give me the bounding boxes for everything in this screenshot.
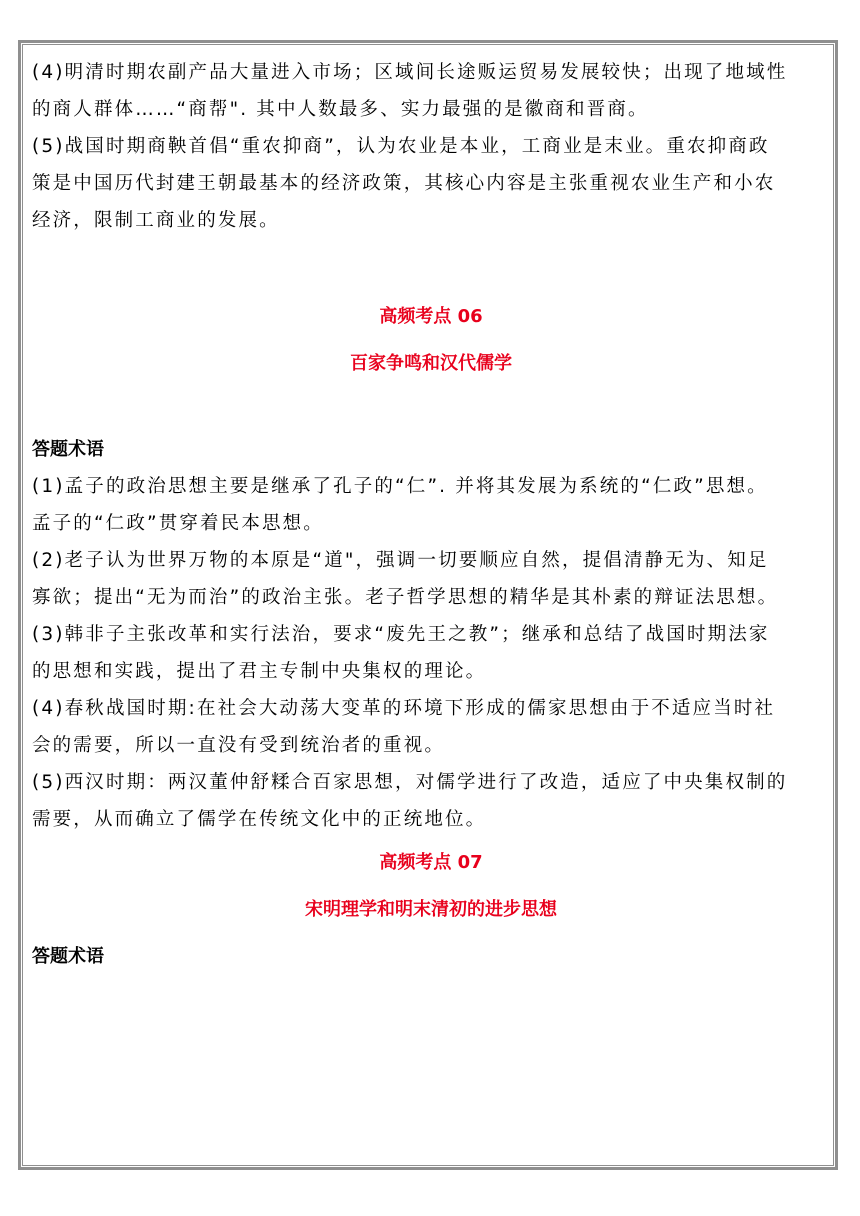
text-line: 的商人群体……“商帮". 其中人数最多、实力最强的是徽商和晋商。 (32, 99, 649, 120)
spacer (32, 922, 830, 945)
text-line: (4)春秋战国时期:在社会大动荡大变革的环境下形成的儒家思想由于不适应当时社 (32, 698, 776, 719)
text-line: 经济，限制工商业的发展。 (32, 210, 280, 231)
section-06-label: 答题术语 (32, 439, 104, 460)
section-07-title: 高频考点 07 (379, 852, 483, 873)
text-line: (4)明清时期农副产品大量进入市场；区域间长途贩运贸易发展较快；出现了地域性 (32, 62, 788, 83)
spacer (32, 838, 830, 851)
text-line: (5)西汉时期：两汉董仲舒糅合百家思想，对儒学进行了改造，适应了中央集权制的 (32, 772, 788, 793)
text-line: (2)老子认为世界万物的本原是“道"，强调一切要顺应自然，提倡清静无为、知足 (32, 550, 769, 571)
document-content (32, 54, 830, 969)
text-line: (5)战国时期商鞅首倡“重农抑商”，认为农业是本业，工商业是末业。重农抑商政 (32, 136, 770, 157)
text-line: 孟子的“仁政”贯穿着民本思想。 (32, 513, 324, 534)
economy-paragraphs (32, 54, 830, 239)
section-07-label: 答题术语 (32, 946, 104, 967)
section-06-title: 高频考点 06 (379, 306, 483, 327)
text-line: 需要，从而确立了儒学在传统文化中的正统地位。 (32, 809, 487, 830)
text-line: 会的需要，所以一直没有受到统治者的重视。 (32, 735, 446, 756)
text-line: 的思想和实践，提出了君主专制中央集权的理论。 (32, 661, 487, 682)
text-line: (3)韩非子主张改革和实行法治，要求“废先王之教”；继承和总结了战国时期法家 (32, 624, 770, 645)
text-line: (1)孟子的政治思想主要是继承了孔子的“仁”. 并将其发展为系统的“仁政”思想。 (32, 476, 768, 497)
spacer (32, 239, 830, 305)
section-06-subtitle: 百家争鸣和汉代儒学 (350, 353, 512, 374)
section-06-paragraphs (32, 468, 830, 838)
spacer (32, 376, 830, 438)
text-line: 策是中国历代封建王朝最基本的经济政策，其核心内容是主张重视农业生产和小农 (32, 173, 776, 194)
text-line: 寡欲；提出“无为而治”的政治主张。老子哲学思想的精华是其朴素的辩证法思想。 (32, 587, 779, 608)
section-07-subtitle: 宋明理学和明末清初的进步思想 (305, 899, 557, 920)
